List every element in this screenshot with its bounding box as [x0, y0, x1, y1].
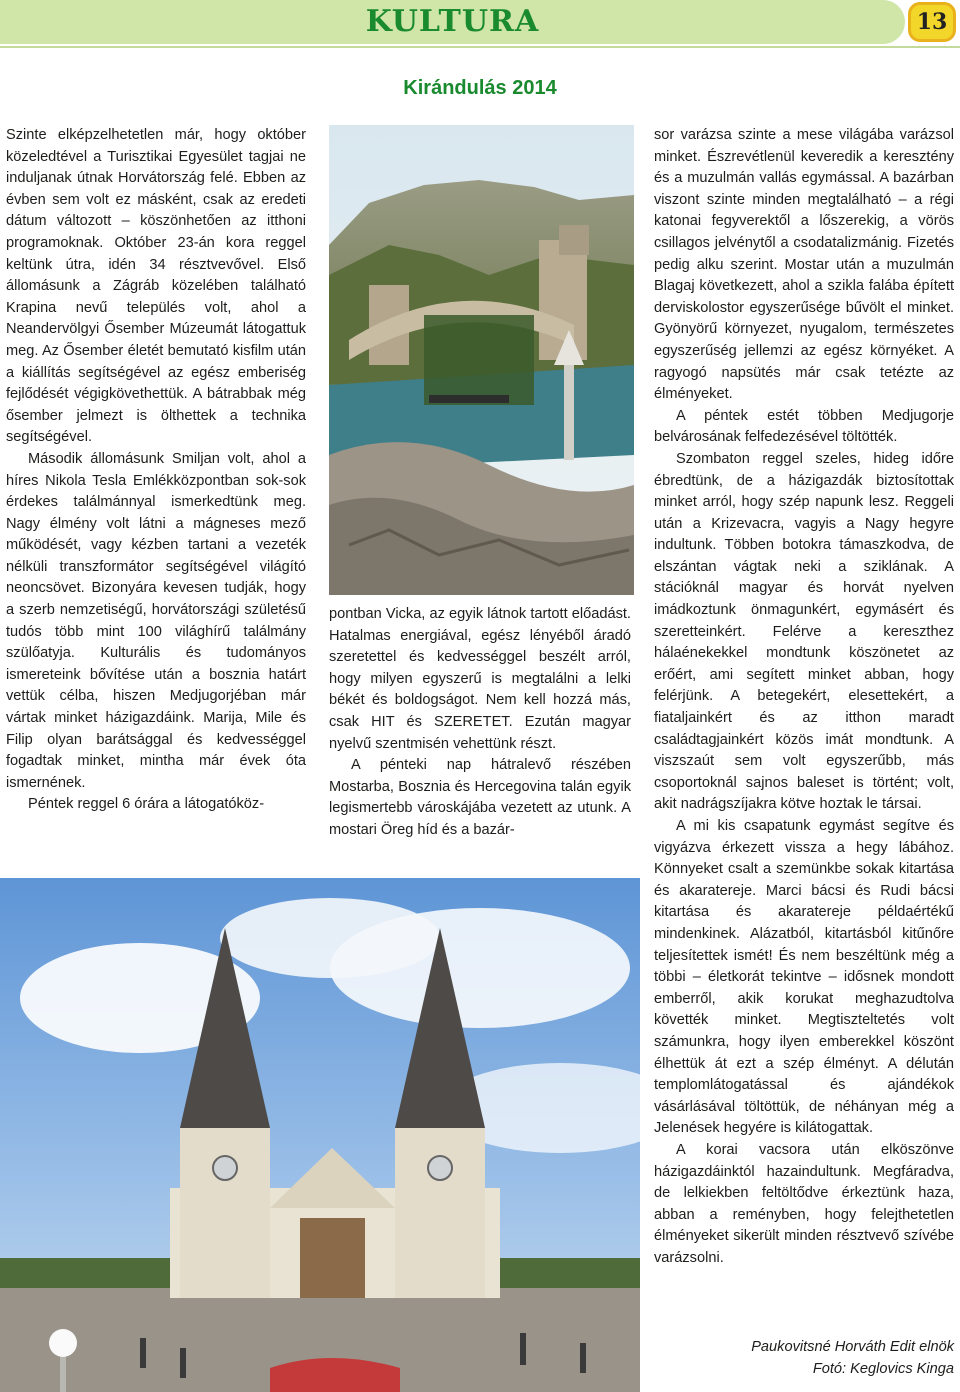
photo-medjugorje-church	[0, 878, 640, 1392]
photo-mostar-bridge	[329, 125, 634, 595]
paragraph: Péntek reggel 6 órára a látogatóköz-	[28, 796, 265, 813]
paragraph: Szombaton reggel szeles, hideg időre ébredtünk, de a házigazdák biztosítottak minket arról, hogy szép napunk lesz. Reggeli után a Krizevacra, vagyis a Nagy hegyre indultunk. Többen botokra támaszkodva, de elszántan vágtak neki a sziklának. A stációknál magyar és horvát nyelven imádkoztunk önmagunkért, egymásért és szeretteinkért. Felérve a kereszthez hálaénekekkel mondtunk köszönetet az erőért, ami segített minket abban, hogy felérjünk. A betegekért, elesettekért, a fiataljainkért és az itthon maradt családtagjainkért közös imát mondtunk. A viszszaút sem volt egyszerűbb, más csoportoknál sajnos baleset is történt; volt, akit nadrágszíjakra kötve hoztak le társai.	[654, 450, 954, 813]
author: Paukovitsné Horváth Edit elnök	[751, 1339, 954, 1355]
paragraph: Második állomásunk Smiljan volt, ahol a híres Nikola Tesla Emlékközpontban sok-sok érdekes találmánnyal ismerkedtünk meg. Nagy élmény volt látni a mágneses mező működését, vagy kézben tartani a vezeték nélküli transzformátor segítségével világító neoncsövet. Bizonyára kevesen tudják, hogy a szerb nemzetiségű, horvátországi születésű tudós több mint 100 világhírű találmány szülőatyja. Kulturális és tudományos ismereteink bővítése után a bosznia határt vettük célba, hiszen Medjugorjéban már vártak minket házigazdáink. Marija, Mile és Filip olyan barátsággal és kedvességgel fogadtak minket, mintha már évek óta ismernének.	[6, 450, 306, 791]
header-rule	[0, 46, 960, 48]
page-number: 13	[908, 2, 956, 42]
header-bar	[0, 0, 960, 48]
paragraph: sor varázsa szinte a mese világába varázsol minket. Észrevétlenül keveredik a keresztény és a muzulmán vallás egymással. A bazárban viszont szinte minden megtalálható – a régi katonai fegyverektől a lőszerekig, a vörös csillagos jelvénytől a csodatalizmánig. Fizetés pedig alku szerint. Mostar után a muzulmán Blagaj következett, ahol a szikla falába épített derviskolostor egyszerűsége bűvölt el minket. Gyönyörű környezet, nyugalom, természetes egyszerűség jellemzi az egész környéket. A ragyogó napsütés már csak tetézte az élményeket.	[654, 127, 954, 403]
church-image	[0, 878, 640, 1392]
paragraph: Szinte elképzelhetetlen már, hogy október közeledtével a Turisztikai Egyesület tagjai ne induljanak útnak Horvátország felé. Ebben az évben sem volt ez másként, csak az eredeti dátum változott – köszönhetően az itthoni programoknak. Október 23-án kora reggel keltünk útra, idén 34 résztvevővel. Első állomásunk a Zágráb közelében található Krapina nevű település volt, ahol a Neandervölgyi Ősember Múzeumát látogattuk meg. Az Ősember életét bemutató kisfilm után a kiállítás segítségével az egész emberiség fejlődését végigkövethettük. A bátrabbak még ősember jelmezt is ölthettek a technika segítségével.	[6, 127, 306, 446]
article-title: Kirándulás 2014	[403, 77, 557, 99]
article-column-3	[654, 125, 954, 1269]
article-column-1	[6, 125, 306, 816]
paragraph: A korai vacsora után elköszönve házigazdáinktól hazaindultunk. Megfáradva, de lelkiekben feltöltődve érkeztünk haza, abban a reményben, hogy felejthetetlen élményeket sikerült minden résztvevő szívébe varázsolni.	[654, 1141, 954, 1266]
paragraph: A péntek estét többen Medjugorje belvárosának felfedezésével töltötték.	[654, 407, 954, 446]
paragraph: pontban Vicka, az egyik látnok tartott előadást. Hatalmas energiával, egész lényéből áradó szeretettel és kedvességgel beszélt arról, hogy milyen egyszerű is megtalálni a lelki békét és boldogságot. Nem kell hozzá más, csak HIT és SZERETET. Ezután magyar nyelvű szentmisén vehettünk részt.	[329, 606, 631, 752]
paragraph: A mi kis csapatunk egymást segítve és vigyázva érkezett vissza a hegy lábához. Könnyeket csalt a szemünkbe sokak kitartása és akaratereje. Marci bácsi és Rudi bácsi kitartása és akaratereje példaértékű mindenkinek. Alázatból, kitartásból kitűnőre teljesítettek ismét! És nem beszéltünk még a többi – életkorát tekintve – idősnek mondott emberről, akik korukat meghazudtolva követték minket. Megtiszteltetés volt számunkra, hogy ilyen emberekkel köszönt élhettük át ezt a szép élményt. A délután templomlátogatással és ajándékok vásárlásával töltöttük, de néhányan még a Jelenések hegyére is kilátogattak.	[654, 818, 954, 1137]
paragraph: A pénteki nap hátralevő részében Mostarba, Bosznia és Hercegovina talán egyik legismertebb városkájába vezetett az utunk. A mostari Öreg híd és a bazár-	[329, 757, 631, 838]
section-title: KULTURA	[365, 4, 540, 39]
photo-credit: Fotó: Keglovics Kinga	[812, 1361, 954, 1377]
mostar-bridge-image	[329, 125, 634, 595]
article-column-2	[329, 604, 631, 842]
signature	[654, 1336, 954, 1380]
